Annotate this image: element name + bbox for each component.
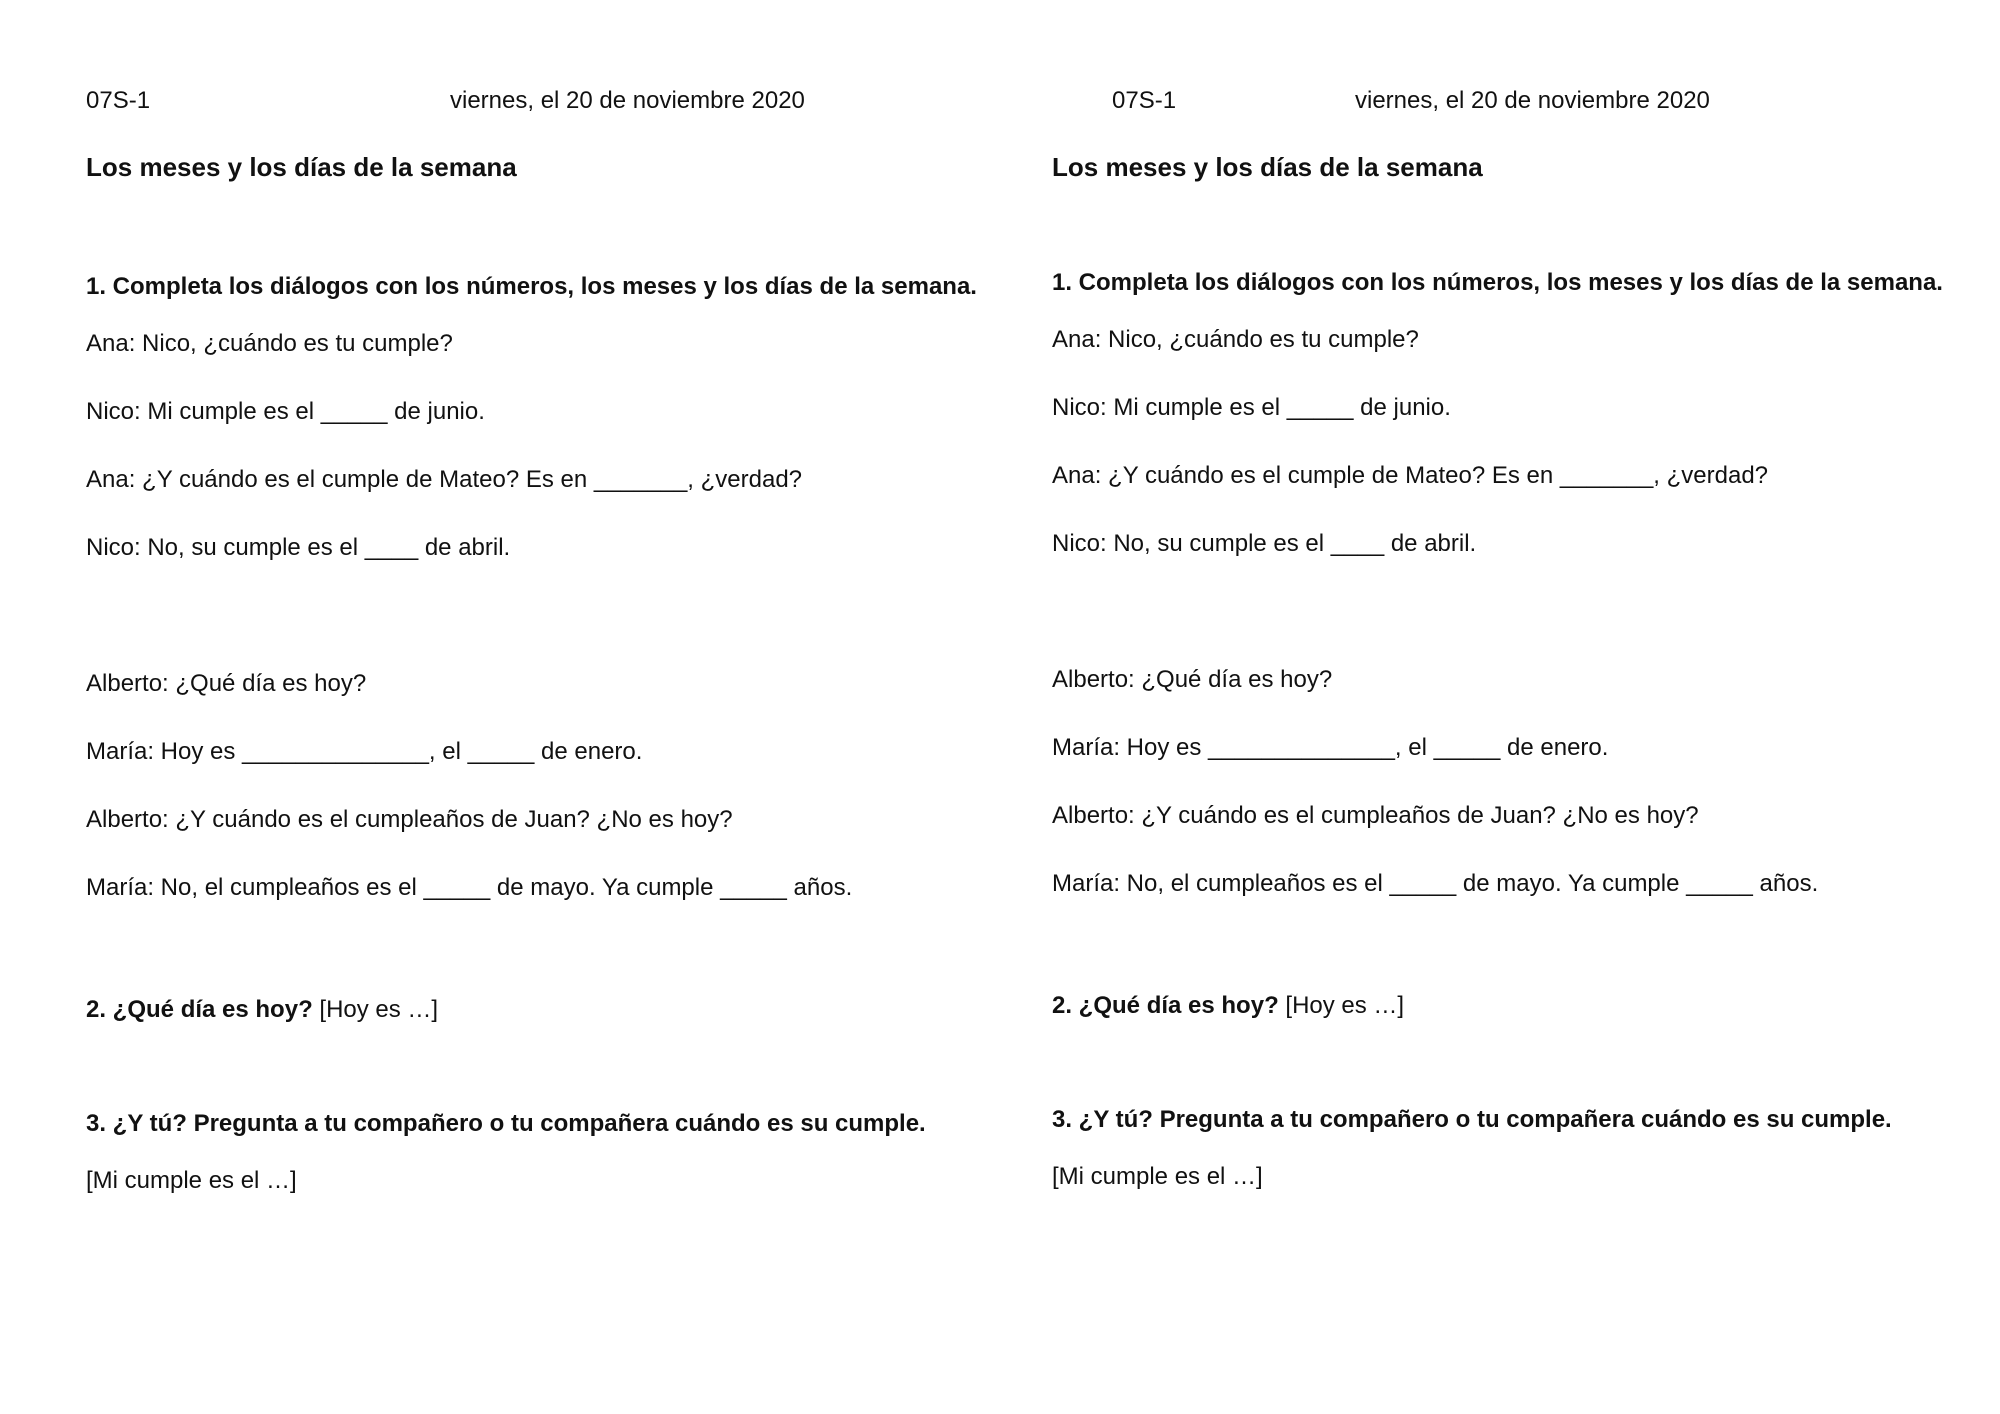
class-code: 07S-1 (86, 87, 151, 114)
worksheet-date: viernes, el 20 de noviembre 2020 (450, 87, 805, 114)
exercise-1-heading: 1. Completa los diálogos con los números, los meses y los días de la semana. (86, 273, 977, 300)
dialogue-line: María: Hoy es ______________, el _____ de enero. (1052, 734, 1609, 761)
exercise-3-hint: [Mi cumple es el …] (86, 1167, 297, 1194)
exercise-3-hint: [Mi cumple es el …] (1052, 1163, 1263, 1190)
exercise-1-heading: 1. Completa los diálogos con los números, los meses y los días de la semana. (1052, 269, 1943, 296)
exercise-2-question: 2. ¿Qué día es hoy? (1052, 992, 1279, 1019)
worksheet-title: Los meses y los días de la semana (86, 152, 517, 182)
dialogue-line: Ana: Nico, ¿cuándo es tu cumple? (1052, 326, 1419, 353)
dialogue-line: Nico: Mi cumple es el _____ de junio. (86, 398, 485, 425)
class-code: 07S-1 (1112, 87, 1177, 114)
worksheet-date: viernes, el 20 de noviembre 2020 (1355, 87, 1710, 114)
exercise-2 (86, 995, 438, 1025)
exercise-2-question: 2. ¿Qué día es hoy? (86, 996, 313, 1023)
dialogue-line: Alberto: ¿Qué día es hoy? (86, 670, 367, 697)
dialogue-line: Nico: No, su cumple es el ____ de abril. (1052, 530, 1477, 557)
exercise-3-heading: 3. ¿Y tú? Pregunta a tu compañero o tu compañera cuándo es su cumple. (86, 1110, 926, 1137)
dialogue-line: María: No, el cumpleaños es el _____ de mayo. Ya cumple _____ años. (1052, 870, 1819, 897)
dialogue-line: Nico: Mi cumple es el _____ de junio. (1052, 394, 1451, 421)
dialogue-line: María: Hoy es ______________, el _____ de enero. (86, 738, 643, 765)
dialogue-line: Alberto: ¿Y cuándo es el cumpleaños de Juan? ¿No es hoy? (1052, 802, 1699, 829)
worksheet-left (86, 0, 986, 1414)
dialogue-line: Alberto: ¿Qué día es hoy? (1052, 666, 1333, 693)
dialogue-line: Ana: ¿Y cuándo es el cumple de Mateo? Es en _______, ¿verdad? (1052, 462, 1769, 489)
exercise-2 (1052, 991, 1404, 1021)
dialogue-line: Alberto: ¿Y cuándo es el cumpleaños de Juan? ¿No es hoy? (86, 806, 733, 833)
dialogue-line: Ana: ¿Y cuándo es el cumple de Mateo? Es en _______, ¿verdad? (86, 466, 803, 493)
dialogue-line: Nico: No, su cumple es el ____ de abril. (86, 534, 511, 561)
worksheet-title: Los meses y los días de la semana (1052, 152, 1483, 182)
dialogue-line: Ana: Nico, ¿cuándo es tu cumple? (86, 330, 453, 357)
worksheet-right (1052, 0, 1972, 1414)
exercise-3-heading: 3. ¿Y tú? Pregunta a tu compañero o tu compañera cuándo es su cumple. (1052, 1106, 1892, 1133)
dialogue-line: María: No, el cumpleaños es el _____ de mayo. Ya cumple _____ años. (86, 874, 853, 901)
exercise-2-hint: [Hoy es …] (1278, 992, 1405, 1019)
exercise-2-hint: [Hoy es …] (312, 996, 439, 1023)
